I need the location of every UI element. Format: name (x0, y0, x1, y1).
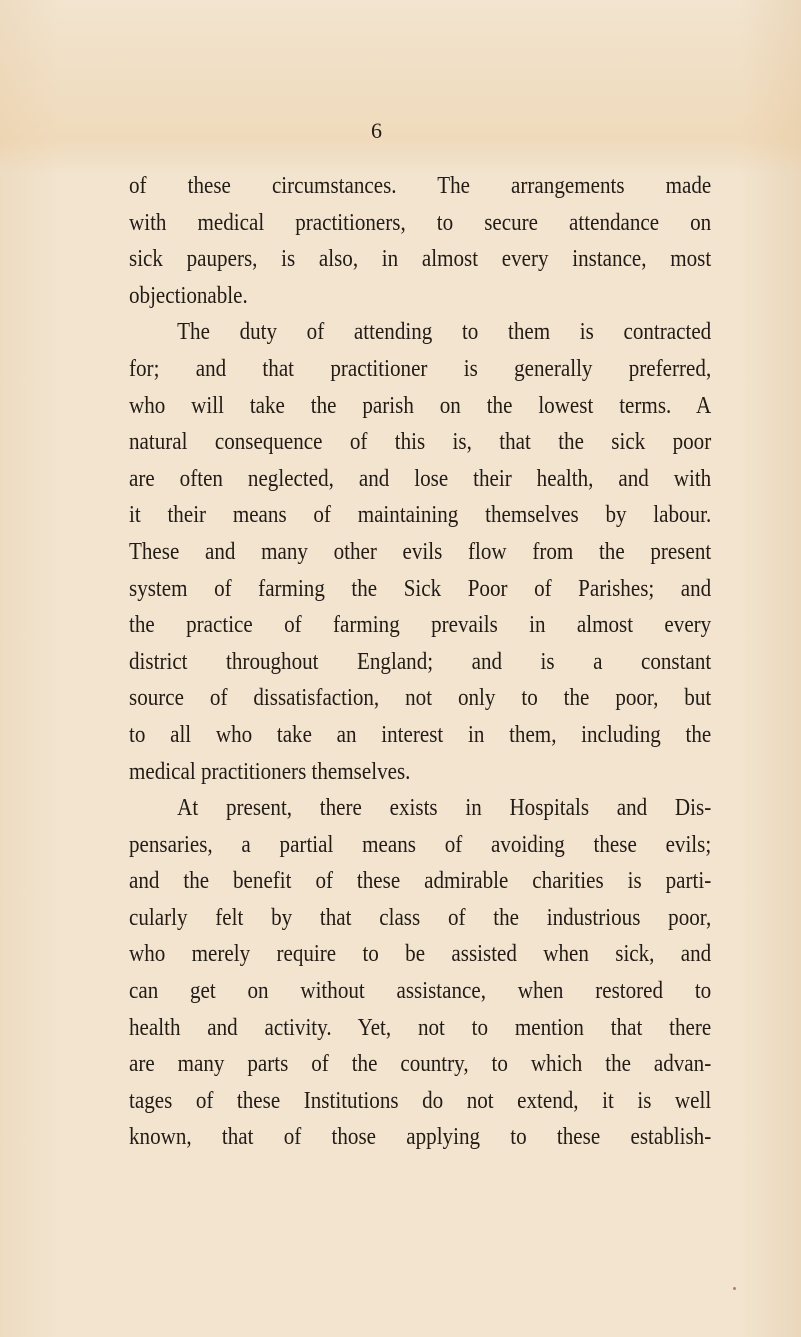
text-line: natural consequence of this is, that the sick poor (129, 428, 712, 456)
text-line: the practice of farming prevails in almost every (129, 611, 712, 639)
text-line: and the benefit of these admirable charities is parti- (129, 867, 712, 895)
body-text (129, 168, 711, 1156)
text-line: district throughout England; and is a constant (129, 647, 712, 675)
text-line: health and activity. Yet, not to mention that there (129, 1013, 712, 1041)
text-line: These and many other evils flow from the present (129, 537, 712, 565)
text-line: system of farming the Sick Poor of Parishes; and (129, 574, 712, 602)
text-line: objectionable. (129, 281, 248, 309)
paragraph-start-line (129, 790, 711, 827)
text-line: medical practitioners themselves. (129, 757, 411, 785)
text-line: who will take the parish on the lowest terms. A (129, 391, 712, 419)
text-line: At present, there exists in Hospitals and Dis- (177, 794, 712, 822)
page-number: 6 (371, 118, 382, 143)
text-line: known, that of those applying to these establish- (129, 1123, 712, 1151)
text-line: it their means of maintaining themselves by labour. (129, 501, 712, 529)
text-line: are often neglected, and lose their health, and with (129, 464, 712, 492)
paper-speck (733, 1287, 736, 1290)
text-line: tages of these Institutions do not extend, it is well (129, 1086, 712, 1114)
text-line: to all who take an interest in them, including the (129, 720, 712, 748)
text-line: sick paupers, is also, in almost every instance, most (129, 245, 712, 273)
text-line: who merely require to be assisted when sick, and (129, 940, 712, 968)
text-line: can get on without assistance, when restored to (129, 977, 712, 1005)
paragraph-start-line (129, 314, 711, 351)
text-line: of these circumstances. The arrangements made (129, 172, 712, 199)
text-line: for; and that practitioner is generally preferred, (129, 354, 712, 382)
text-line: cularly felt by that class of the industrious poor, (129, 903, 712, 931)
text-line: with medical practitioners, to secure attendance on (129, 208, 712, 236)
text-line: pensaries, a partial means of avoiding these evils; (129, 830, 712, 858)
text-line: are many parts of the country, to which the advan- (129, 1050, 712, 1078)
text-line: source of dissatisfaction, not only to the poor, but (129, 684, 712, 712)
text-line: The duty of attending to them is contracted (177, 318, 712, 346)
